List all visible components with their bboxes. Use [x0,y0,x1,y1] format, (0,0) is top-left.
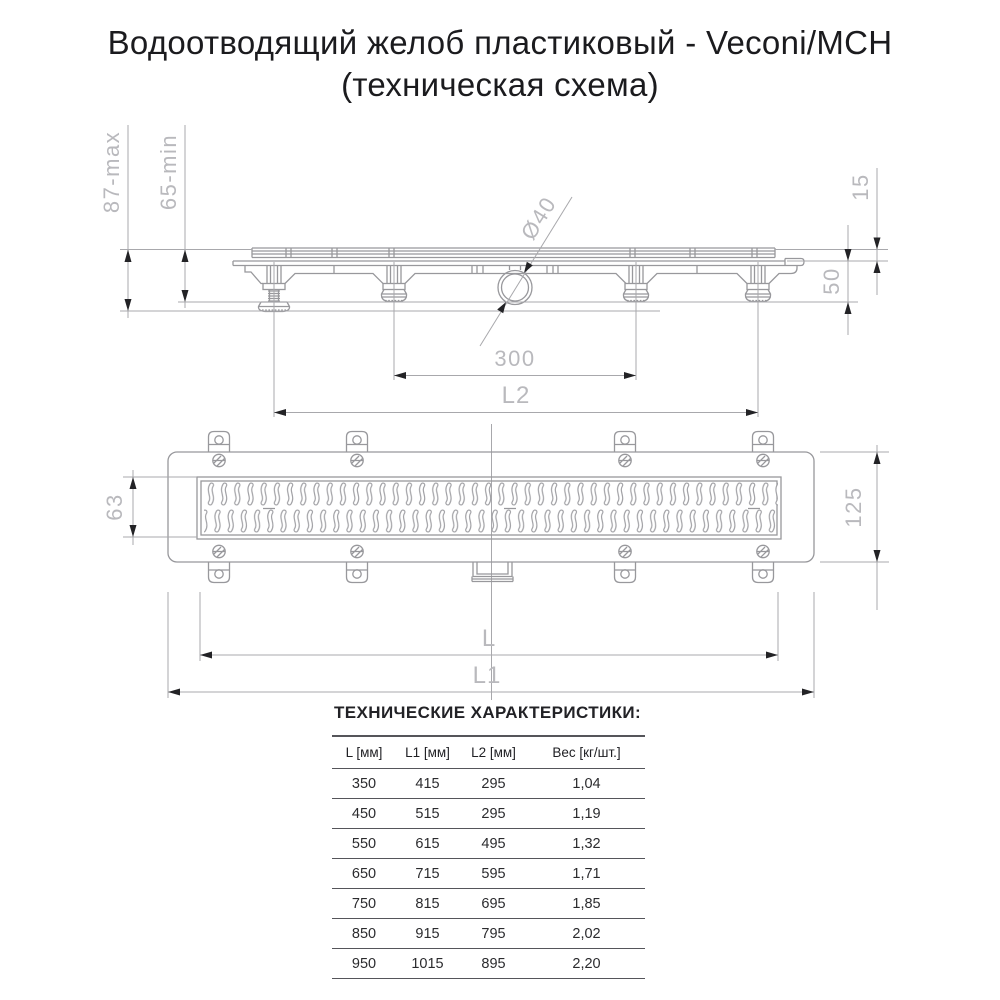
specs-title: ТЕХНИЧЕСКИЕ ХАРАКТЕРИСТИКИ: [334,703,642,722]
cell-weight: 2,02 [572,925,601,942]
top-grate [197,477,781,539]
cell-l: 550 [351,835,377,852]
cell-l1: 815 [415,895,440,912]
dim-label-87-max: 87-max [99,130,124,214]
col-header-l: L [мм] [345,745,383,760]
cell-l: 850 [351,925,377,942]
page-title-line2: (техническая схема) [341,66,659,103]
dim-label-diameter: Ø40 [515,191,562,245]
cell-weight: 1,19 [572,805,601,822]
cell-l: 350 [351,775,377,792]
cell-l1: 715 [415,865,440,882]
dimension-65-min [156,125,189,308]
specs-table [332,735,645,979]
cell-l: 450 [351,805,377,822]
specs-section [332,703,645,979]
dimension-300 [394,304,636,380]
dim-label-300: 300 [494,346,536,371]
drain-spigot [472,562,513,582]
cell-l: 950 [351,955,377,972]
col-header-weight: Вес [кг/шт.] [552,745,621,760]
col-header-l1: L1 [мм] [405,745,450,760]
table-row [332,949,645,979]
cell-weight: 1,04 [572,775,601,792]
side-body [245,266,797,284]
drain-outlet-inner [502,274,529,301]
table-row [332,799,645,829]
page-title-line1: Водоотводящий желоб пластиковый - Veconi/MCH [107,24,893,61]
cell-l2: 495 [481,835,506,852]
drain-outlet-outer [498,271,532,305]
side-flange [233,259,804,266]
side-grate [252,248,775,258]
dim-label-125: 125 [841,486,866,528]
dimension-L [200,592,778,661]
cell-l: 650 [351,865,377,882]
cell-l2: 295 [481,775,506,792]
cell-weight: 2,20 [572,955,601,972]
side-view [99,125,888,417]
dim-label-L2: L2 [501,382,531,409]
table-row [332,829,645,859]
cell-l2: 295 [481,805,506,822]
cell-l1: 615 [415,835,440,852]
cell-l1: 1015 [411,955,444,972]
table-row [332,769,645,799]
cell-l2: 595 [481,865,506,882]
table-row [332,919,645,949]
cell-l1: 915 [415,925,440,942]
cell-l2: 895 [481,955,506,972]
cell-weight: 1,32 [572,835,601,852]
top-view [102,424,889,700]
col-header-l2: L2 [мм] [471,745,516,760]
specs-header-row [332,736,645,769]
cell-l: 750 [351,895,377,912]
dim-label-63: 63 [102,493,127,521]
cell-weight: 1,85 [572,895,601,912]
dim-label-L: L [481,625,497,652]
cell-l1: 515 [415,805,440,822]
dimension-50 [819,225,852,335]
cell-l1: 415 [415,775,440,792]
dimension-125 [820,445,889,610]
dimension-15 [848,168,881,295]
dim-label-65-min: 65-min [156,133,181,211]
dim-label-L1: L1 [472,662,502,689]
cell-weight: 1,71 [572,865,601,882]
table-row [332,859,645,889]
table-row [332,889,645,919]
cell-l2: 795 [481,925,506,942]
dimension-63 [102,470,197,545]
side-legs [258,266,771,312]
dimension-87-max [99,125,132,318]
dim-label-50: 50 [819,267,844,295]
dim-label-15: 15 [848,173,873,201]
cell-l2: 695 [481,895,506,912]
